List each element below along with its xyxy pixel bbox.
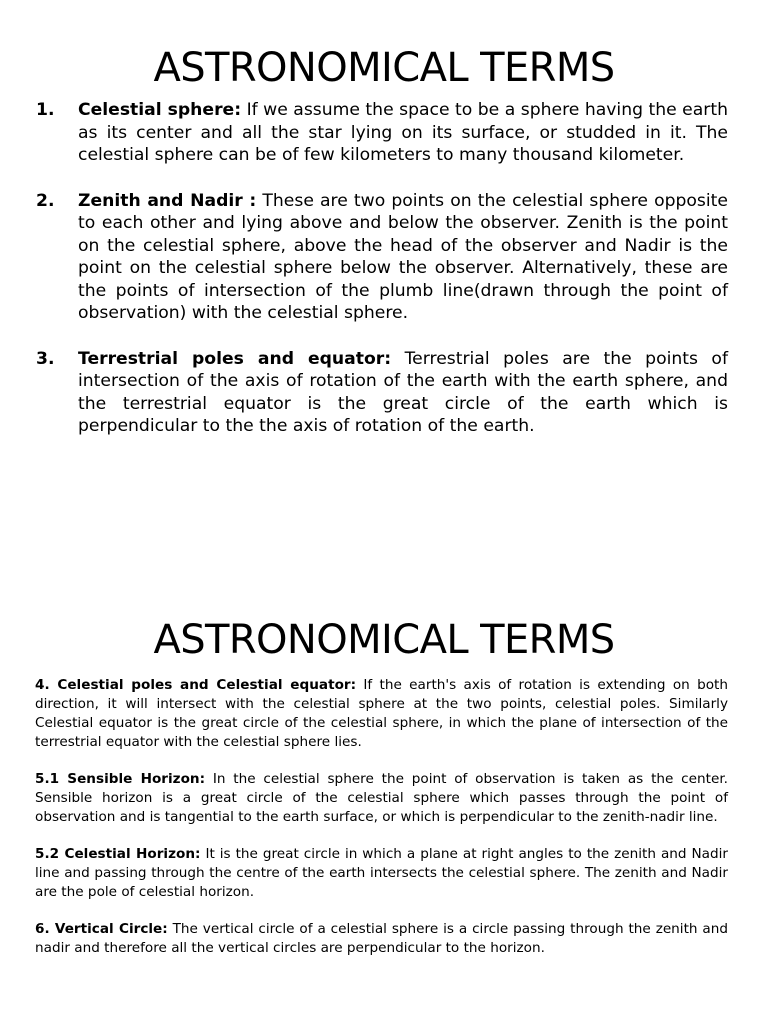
slide-2 [0,580,768,1024]
item-number: 3. [36,348,55,369]
list-item [35,920,728,958]
term-description: If the earth's axis of rotation is extending on both direction, it will intersect with the celestial sphere at the two points, celestial poles. Similarly Celestial equator is the great circle of the celestial sphere, in which the plane of intersection of the terrestrial equator with the celestial sphere lies. [35,677,728,750]
term-heading: 6. Vertical Circle: [35,921,168,937]
list-item [35,676,728,752]
term-description: In the celestial sphere the point of observation is taken as the center. Sensible horizon is a great circle of the celestial sphere which passes through the point of observation and is tangential to the earth surface, or which is perpendicular to the zenith-nadir line. [35,771,728,825]
term-description: Terrestrial poles are the points of intersection of the axis of rotation of the earth with the earth sphere, and the terrestrial equator is the great circle of the earth which is perpendicular to the the axis of rotation of the earth. [78,348,728,436]
list-item [36,190,728,325]
term-heading: Terrestrial poles and equator: [78,348,392,369]
slide-title: ASTRONOMICAL TERMS [153,45,615,91]
list-item [36,348,728,438]
list-item [35,770,728,827]
terms-list [0,99,768,438]
term-description: If we assume the space to be a sphere having the earth as its center and all the star lying on its surface, or studded in it. The celestial sphere can be of few kilometers to many thousand kilometer. [78,100,728,165]
term-heading: Celestial sphere: [78,100,242,120]
item-number: 2. [36,190,55,211]
term-description: These are two points on the celestial sphere opposite to each other and lying above and below the observer. Zenith is the point on the celestial sphere, above the head of the observer and Nadir is the point on the celestial sphere below the observer. Alternatively, these are the points of intersection of the plumb line(drawn through the point of observation) with the celestial sphere. [78,190,728,323]
term-heading: 5.2 Celestial Horizon: [35,846,201,862]
list-item [36,99,728,167]
list-item [35,845,728,902]
slide-title: ASTRONOMICAL TERMS [153,617,615,663]
term-description: The vertical circle of a celestial sphere is a circle passing through the zenith and nadir and therefore all the vertical circles are perpendicular to the horizon. [35,921,728,956]
term-description: It is the great circle in which a plane at right angles to the zenith and Nadir line and passing through the centre of the earth intersects the celestial sphere. The zenith and Nadir are the pole of celestial horizon. [35,846,728,900]
term-heading: 5.1 Sensible Horizon: [35,771,206,787]
terms-list [0,676,768,958]
term-heading: 4. Celestial poles and Celestial equator: [35,677,357,693]
term-heading: Zenith and Nadir : [78,190,257,211]
item-number: 1. [36,100,55,120]
